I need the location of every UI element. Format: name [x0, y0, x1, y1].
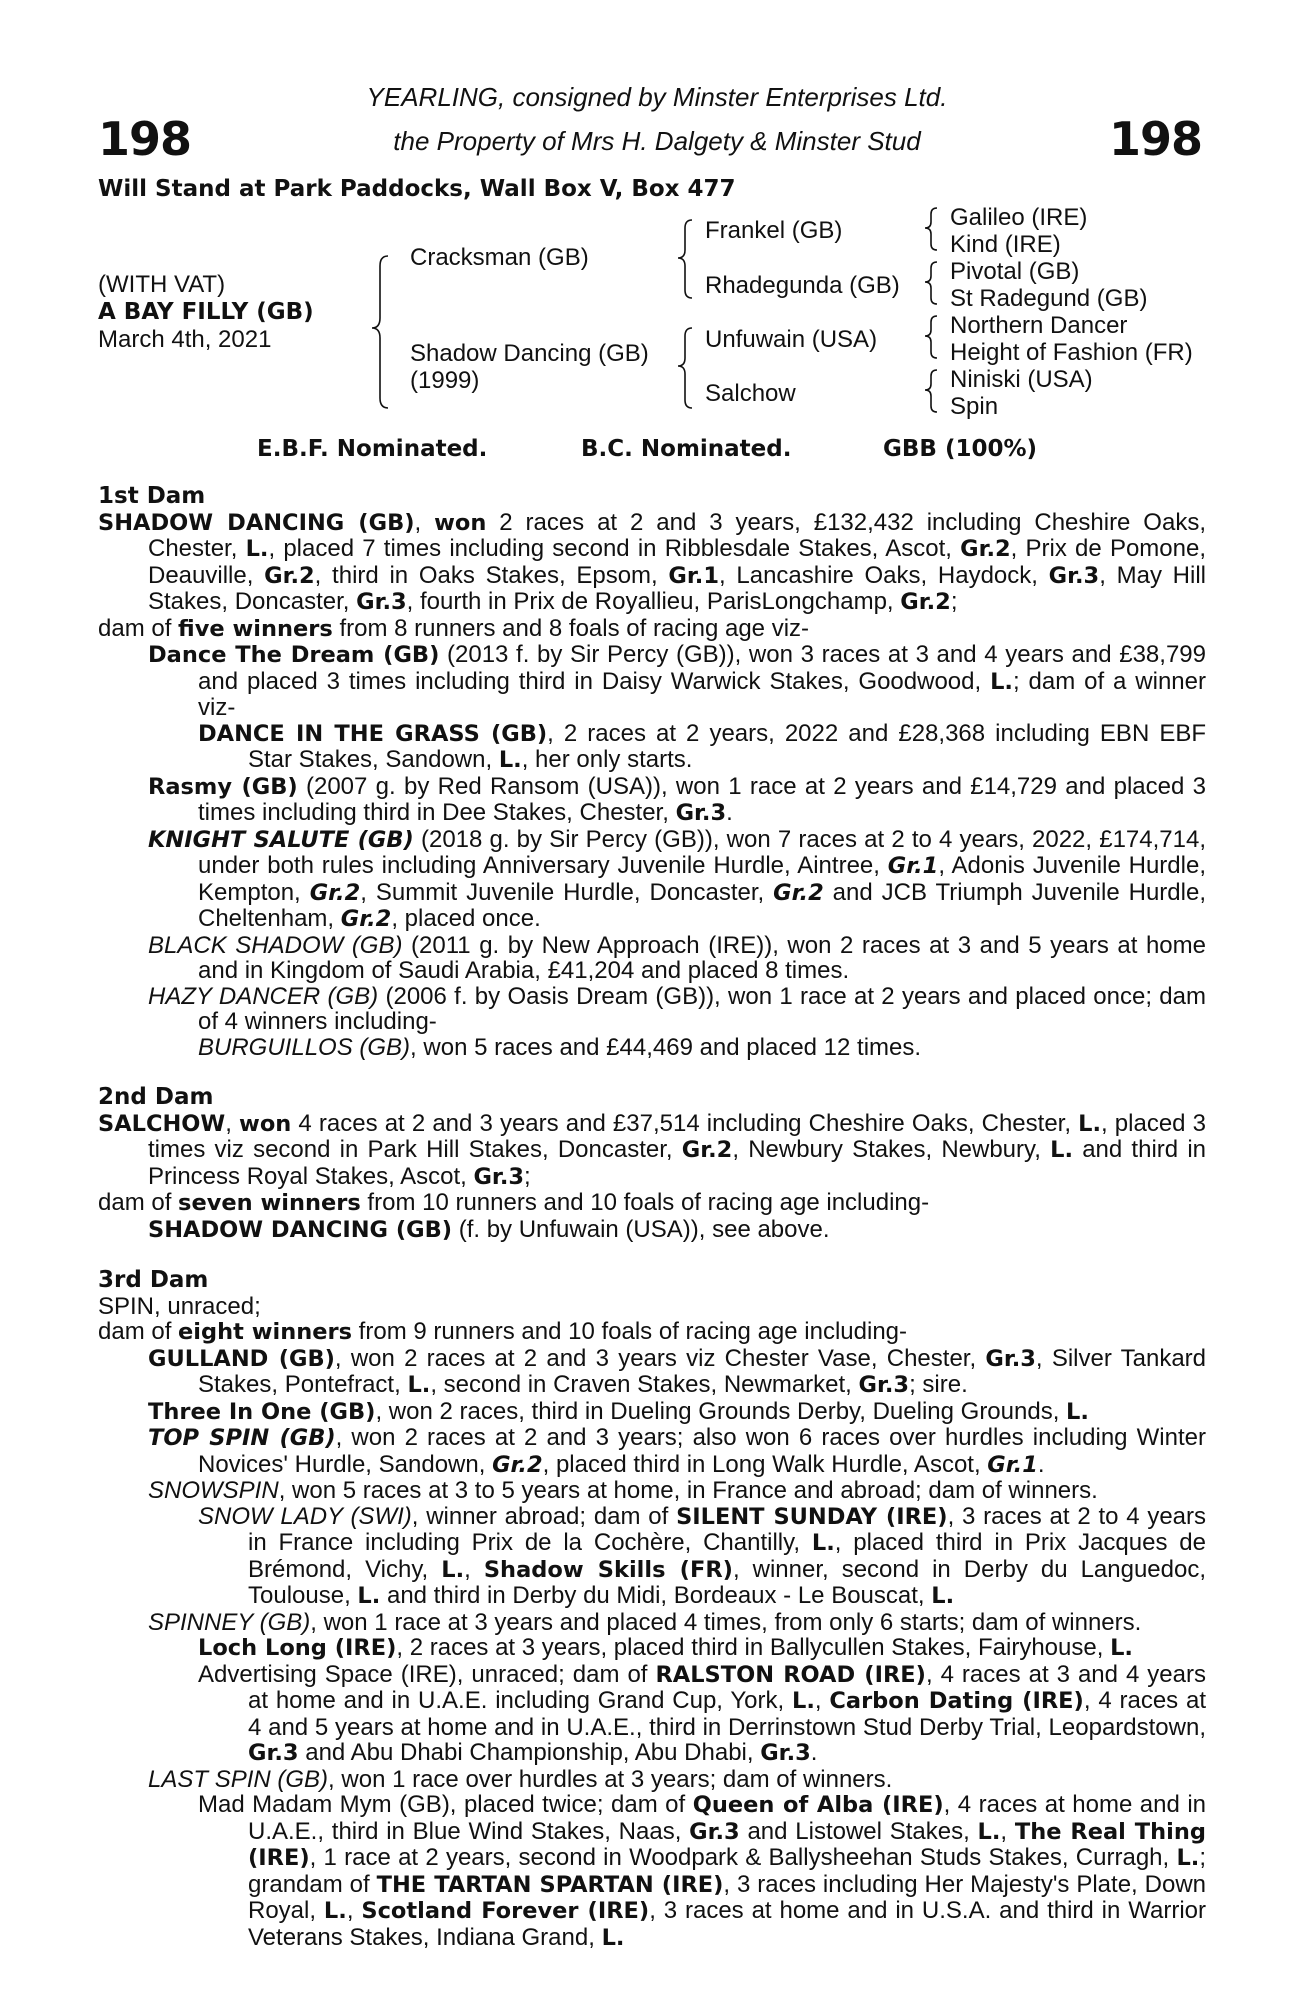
dam-name: Shadow Dancing (GB) [410, 340, 649, 367]
emphasis-run: SNOWSPIN [148, 1477, 279, 1504]
family-entry [98, 774, 1206, 827]
family-entry [98, 616, 1206, 643]
text-run: , placed 7 times including second in Ribblesdale Stakes, Ascot, [268, 535, 961, 562]
text-run: , 4 races at 3 and 4 years at home and in U.A.E. including Grand Cup, York, [248, 1660, 1206, 1714]
emphasis-run: SHADOW DANCING (GB) [98, 509, 415, 536]
emphasis-run: Loch Long (IRE) [198, 1635, 397, 1661]
emphasis-run: Gr.2 [340, 906, 392, 932]
family-entry [98, 1610, 1206, 1636]
family-entry [98, 827, 1206, 933]
dam-sire-name: Unfuwain (USA) [705, 326, 878, 353]
emphasis-run: won [434, 509, 487, 536]
emphasis-run: Gr.1 [887, 853, 939, 879]
text-run: Advertising Space (IRE), unraced; dam of [198, 1660, 656, 1688]
ancestor-height-of-fashion: Height of Fashion (FR) [950, 339, 1193, 366]
emphasis-run: L. [498, 747, 522, 773]
text-run: dam of [98, 614, 179, 642]
emphasis-run: Gr.2 [773, 879, 824, 906]
first-dam-heading: 1st Dam [98, 483, 206, 509]
emphasis-run: Gr.2 [960, 536, 1011, 562]
emphasis-run: L. [931, 1583, 955, 1609]
family-entry [98, 721, 1206, 774]
text-run: , her only starts. [521, 746, 693, 773]
emphasis-run: RALSTON ROAD (IRE) [655, 1661, 926, 1688]
text-run: , [414, 508, 435, 536]
text-run: , won 1 race at 3 years and placed 4 times, from only 6 starts; dam of winners. [310, 1608, 1142, 1636]
text-run: . [810, 1739, 818, 1766]
nominations-row [0, 436, 1314, 466]
ancestor-kind: Kind (IRE) [950, 231, 1061, 258]
emphasis-run: L. [1078, 1110, 1102, 1137]
emphasis-run: Gr.3 [858, 1372, 910, 1398]
family-entry [98, 1635, 1206, 1662]
emphasis-run: L. [990, 668, 1013, 695]
family-entry [98, 642, 1206, 721]
text-run: , Lancashire Oaks, Haydock, [718, 561, 1049, 589]
text-run: , placed third in Prix Jacques de Brémond, Vichy, [248, 1529, 1207, 1583]
gbb-status: GBB (100%) [883, 436, 1038, 462]
emphasis-run: Gr.3 [760, 1740, 811, 1766]
text-run: , placed once. [391, 905, 541, 932]
emphasis-run: Queen of Alba (IRE) [692, 1792, 944, 1818]
emphasis-run: LAST SPIN (GB) [148, 1765, 329, 1793]
pedigree-brackets [0, 0, 1314, 440]
text-run: , [346, 1897, 362, 1924]
dam-foaling-year: (1999) [410, 367, 480, 394]
emphasis-run: SHADOW DANCING (GB) [148, 1216, 453, 1243]
text-run: , 4 races at 4 and 5 years at home and in U.A.E., third in Derrinstown Stud Derby Trial, Leopardstown, [248, 1687, 1206, 1741]
dam-dam-name: Salchow [705, 380, 796, 407]
emphasis-run: SNOW LADY (SWI) [198, 1502, 412, 1530]
text-run: , 2 races at 2 years, 2022 and £28,368 including EBN EBF Star Stakes, Sandown, [248, 719, 1206, 773]
text-run: , winner, second in Derby du Languedoc, Toulouse, [248, 1555, 1207, 1609]
text-run: , won 2 races at 2 and 3 years viz Chester Vase, Chester, [334, 1344, 986, 1372]
emphasis-run: L. [357, 1583, 381, 1609]
emphasis-run: Gr.2 [681, 1137, 733, 1163]
consignor-line: YEARLING, consigned by Minster Enterprises Ltd. [366, 82, 948, 112]
text-run: , third in Oaks Stakes, Epsom, [314, 561, 669, 589]
text-run: (2013 f. by Sir Percy (GB)), won 3 races at 3 and 4 years and £38,799 and placed 3 times including third in Daisy Warwick Stakes, Goodwood, [198, 641, 1206, 695]
text-run: , won 5 races at 3 to 5 years at home, in France and abroad; dam of winners. [278, 1477, 1098, 1504]
ancestor-st-radegund: St Radegund (GB) [950, 285, 1148, 312]
text-run: (2011 g. by New Approach (IRE)), won 2 races at 3 and 5 years at home and in Kingdom of Saudi Arabia, £41,204 and placed 8 times. [198, 931, 1206, 984]
text-run: and Abu Dhabi Championship, Abu Dhabi, [298, 1739, 761, 1766]
text-run: , placed third in Long Walk Hurdle, Ascot, [542, 1450, 988, 1478]
emphasis-run: DANCE IN THE GRASS (GB) [198, 720, 548, 747]
sire-sire-name: Frankel (GB) [705, 217, 843, 244]
text-run: ; dam of a winner viz- [198, 667, 1206, 721]
emphasis-run: BLACK SHADOW (GB) [148, 931, 403, 959]
third-dam-heading: 3rd Dam [98, 1267, 209, 1293]
lot-number-right: 198 [1108, 112, 1202, 166]
emphasis-run: L. [245, 536, 269, 562]
emphasis-run: eight winners [178, 1319, 353, 1345]
emphasis-run: L. [323, 1898, 347, 1924]
family-entry [98, 1767, 1206, 1793]
family-entry [98, 1792, 1206, 1951]
text-run: , 1 race at 2 years, second in Woodpark & Ballysheehan Studs Stakes, Curragh, [309, 1844, 1177, 1871]
emphasis-run: Scotland Forever (IRE) [361, 1898, 650, 1924]
emphasis-run: L. [1176, 1845, 1200, 1871]
text-run: , Newbury Stakes, Newbury, [732, 1136, 1051, 1163]
family-entry [98, 933, 1206, 984]
family-entry [98, 1111, 1206, 1191]
emphasis-run: Gr.3 [248, 1740, 299, 1766]
text-run: , fourth in Prix de Royallieu, ParisLongchamp, [406, 588, 901, 615]
second-dam-heading: 2nd Dam [98, 1084, 214, 1110]
family-entry [98, 1294, 1206, 1320]
foaling-date: March 4th, 2021 [98, 326, 272, 353]
emphasis-run: L. [407, 1372, 431, 1398]
text-run: , Silver Tankard Stakes, Pontefract, [198, 1344, 1206, 1398]
emphasis-run: won [239, 1110, 292, 1137]
bc-nomination: B.C. Nominated. [581, 436, 792, 462]
text-run: , Adonis Juvenile Hurdle, Kempton, [198, 852, 1206, 906]
emphasis-run: Gr.3 [356, 589, 407, 615]
family-entry [98, 510, 1206, 616]
property-line: the Property of Mrs H. Dalgety & Minster Stud [393, 126, 921, 156]
sire-name: Cracksman (GB) [410, 244, 589, 271]
ancestor-niniski: Niniski (USA) [950, 366, 1093, 393]
emphasis-run: Rasmy (GB) [148, 773, 298, 800]
ancestor-spin: Spin [950, 393, 999, 420]
emphasis-run: Carbon Dating (IRE) [829, 1688, 1084, 1714]
text-run: dam of [98, 1318, 179, 1345]
text-run: , winner abroad; dam of [411, 1502, 677, 1530]
emphasis-run: Dance The Dream (GB) [148, 642, 440, 668]
emphasis-run: Gr.2 [900, 589, 951, 615]
text-run: Mad Madam Mym (GB), placed twice; dam of [198, 1791, 693, 1818]
text-run: and JCB Triumph Juvenile Hurdle, Cheltenham, [198, 878, 1206, 932]
family-entry [98, 1035, 1206, 1061]
family-entry [98, 1399, 1206, 1426]
first-dam-section [98, 510, 1206, 1061]
text-run: , won 2 races, third in Dueling Grounds Derby, Dueling Grounds, [375, 1397, 1067, 1425]
text-run: and third in Princess Royal Stakes, Ascot, [148, 1136, 1206, 1190]
family-entry [98, 1662, 1206, 1767]
text-run: , won 2 races at 2 and 3 years; also won 6 races over hurdles including Winter Novices' Hurdle, Sandown, [198, 1424, 1206, 1478]
horse-name: A BAY FILLY (GB) [98, 299, 314, 325]
emphasis-run: Gr.3 [985, 1345, 1036, 1372]
emphasis-run: Gr.2 [309, 879, 361, 906]
family-entry [98, 1319, 1206, 1346]
ancestor-galileo: Galileo (IRE) [950, 204, 1088, 231]
text-run: , Summit Juvenile Hurdle, Doncaster, [360, 878, 774, 906]
emphasis-run: GULLAND (GB) [148, 1345, 335, 1372]
emphasis-run: Gr.3 [675, 800, 727, 826]
text-run: SPIN, unraced; [98, 1292, 261, 1320]
emphasis-run: L. [1110, 1635, 1133, 1661]
emphasis-run: HAZY DANCER (GB) [148, 982, 379, 1010]
text-run: from 10 runners and 10 foals of racing age including- [360, 1189, 930, 1216]
emphasis-run: SALCHOW [98, 1110, 226, 1137]
emphasis-run: Gr.3 [689, 1818, 740, 1845]
text-run: , 3 races at home and in U.S.A. and third in Warrior Veterans Stakes, Indiana Grand, [248, 1897, 1206, 1951]
text-run: , 3 races including Her Majesty's Plate, Down Royal, [248, 1870, 1206, 1924]
text-run: (f. by Unfuwain (USA)), see above. [452, 1215, 830, 1243]
text-run: , [814, 1687, 830, 1714]
stand-location: Will Stand at Park Paddocks, Wall Box V, Box 477 [98, 176, 736, 202]
text-run: (2018 g. by Sir Percy (GB)), won 7 races at 2 to 4 years, 2022, £174,714, under both rules including Anniversary Juvenile Hurdle, Aintree, [198, 825, 1206, 879]
third-dam-section [98, 1294, 1206, 1952]
sire-dam-name: Rhadegunda (GB) [705, 272, 900, 299]
family-entry [98, 1346, 1206, 1399]
text-run: and Listowel Stakes, [739, 1817, 978, 1845]
emphasis-run: L. [977, 1818, 1001, 1845]
lot-number-left: 198 [98, 112, 192, 166]
text-run: , 3 races at 2 to 4 years in France including Prix de la Cochère, Chantilly, [248, 1502, 1207, 1556]
emphasis-run: Gr.3 [473, 1163, 525, 1190]
text-run: . [726, 799, 733, 826]
ancestor-northern-dancer: Northern Dancer [950, 312, 1128, 339]
second-dam-section [98, 1111, 1206, 1244]
family-entry [98, 1504, 1206, 1610]
emphasis-run: L. [601, 1924, 625, 1951]
emphasis-run: THE TARTAN SPARTAN (IRE) [376, 1871, 724, 1898]
text-run: , May Hill Stakes, Doncaster, [148, 561, 1206, 615]
emphasis-run: seven winners [178, 1190, 361, 1216]
emphasis-run: Shadow Skills (FR) [483, 1556, 733, 1583]
text-run: , [1000, 1817, 1015, 1845]
emphasis-run: Gr.1 [987, 1451, 1038, 1478]
family-entry [98, 1425, 1206, 1478]
family-entry [98, 1190, 1206, 1217]
text-run: ; grandam of [248, 1844, 1206, 1898]
family-entry [98, 1478, 1206, 1504]
emphasis-run: L. [441, 1556, 465, 1583]
emphasis-run: SPINNEY (GB) [148, 1608, 311, 1636]
emphasis-run: The Real Thing (IRE) [248, 1818, 1207, 1871]
text-run: , second in Craven Stakes, Newmarket, [430, 1371, 859, 1398]
emphasis-run: L. [1066, 1398, 1089, 1425]
text-run: , won 1 race over hurdles at 3 years; dam of winners. [328, 1765, 893, 1793]
text-run: , won 5 races and £44,469 and placed 12 times. [410, 1033, 922, 1061]
pedigree-brace-lines [372, 208, 937, 412]
text-run: ; [950, 588, 958, 615]
emphasis-run: Gr.2 [264, 562, 315, 589]
text-run: (2007 g. by Red Ransom (USA)), won 1 race at 2 years and £14,729 and placed 3 times including third in Dee Stakes, Chester, [198, 772, 1207, 826]
family-entry [98, 1217, 1206, 1244]
emphasis-run: five winners [178, 615, 333, 642]
text-run: from 9 runners and 10 foals of racing age including- [352, 1318, 908, 1345]
text-run: (2006 f. by Oasis Dream (GB)), won 1 race at 2 years and placed once; dam of 4 winners including- [198, 982, 1206, 1035]
emphasis-run: Gr.1 [668, 562, 719, 589]
text-run: dam of [98, 1189, 179, 1216]
text-run: . [1037, 1450, 1045, 1478]
ancestor-pivotal: Pivotal (GB) [950, 258, 1080, 285]
text-run: , placed 3 times viz second in Park Hill Stakes, Doncaster, [148, 1109, 1206, 1163]
text-run: , [464, 1555, 484, 1583]
text-run: from 8 runners and 8 foals of racing age viz- [332, 614, 810, 642]
emphasis-run: Three In One (GB) [148, 1398, 376, 1425]
ebf-nomination: E.B.F. Nominated. [257, 436, 488, 462]
emphasis-run: KNIGHT SALUTE (GB) [148, 826, 414, 853]
emphasis-run: L. [792, 1688, 815, 1714]
emphasis-run: L. [811, 1530, 835, 1556]
family-details [98, 484, 1206, 1951]
text-run: , Prix de Pomone, Deauville, [148, 535, 1207, 589]
vat-note: (WITH VAT) [98, 271, 226, 298]
text-run: 2 races at 2 and 3 years, £132,432 including Cheshire Oaks, Chester, [148, 508, 1206, 562]
text-run: , 4 races at home and in U.A.E., third in Blue Wind Stakes, Naas, [248, 1791, 1207, 1845]
text-run: ; sire. [909, 1371, 968, 1398]
emphasis-run: TOP SPIN (GB) [148, 1425, 336, 1451]
family-entry [98, 984, 1206, 1035]
emphasis-run: Gr.2 [492, 1451, 543, 1478]
text-run: ; [524, 1162, 531, 1190]
emphasis-run: BURGUILLOS (GB) [198, 1033, 411, 1061]
emphasis-run: SILENT SUNDAY (IRE) [676, 1503, 948, 1530]
text-run: 4 races at 2 and 3 years and £37,514 including Cheshire Oaks, Chester, [291, 1109, 1079, 1137]
emphasis-run: Gr.3 [1048, 562, 1100, 589]
text-run: and third in Derby du Midi, Bordeaux - Le Bouscat, [380, 1582, 932, 1609]
emphasis-run: L. [1050, 1137, 1073, 1163]
text-run: , [225, 1109, 240, 1137]
text-run: , 2 races at 3 years, placed third in Ballycullen Stakes, Fairyhouse, [396, 1634, 1111, 1661]
